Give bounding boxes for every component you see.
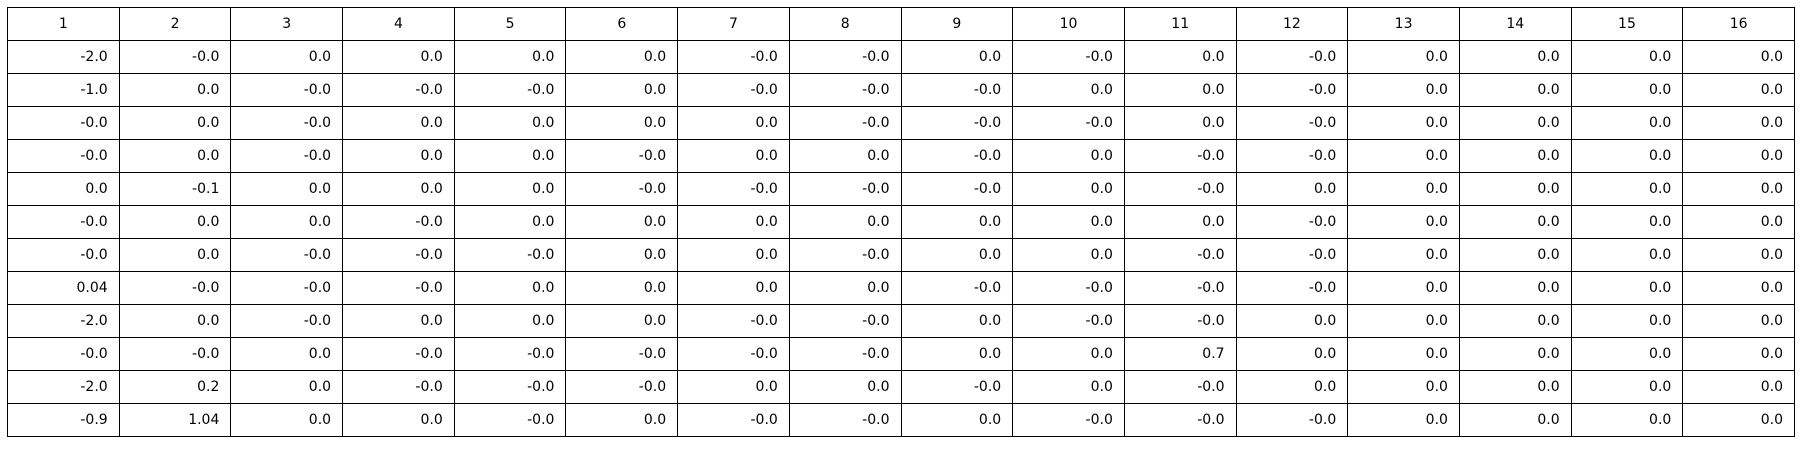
column-header-15: 15 xyxy=(1571,8,1683,41)
table-cell: 0.0 xyxy=(1236,371,1348,404)
table-cell: -0.0 xyxy=(901,371,1013,404)
table-cell: 0.0 xyxy=(8,173,120,206)
table-cell: 0.0 xyxy=(901,404,1013,437)
table-cell: -0.1 xyxy=(119,173,231,206)
table-cell: -2.0 xyxy=(8,305,120,338)
table-cell: 0.0 xyxy=(678,206,790,239)
table-cell: -0.9 xyxy=(8,404,120,437)
column-header-5: 5 xyxy=(454,8,566,41)
table-cell: 0.0 xyxy=(1124,107,1236,140)
table-cell: -0.0 xyxy=(119,41,231,74)
table-cell: -0.0 xyxy=(343,206,455,239)
table-cell: 0.0 xyxy=(1348,371,1460,404)
table-cell: -0.0 xyxy=(1013,305,1125,338)
table-cell: 0.7 xyxy=(1124,338,1236,371)
table-cell: -0.0 xyxy=(566,371,678,404)
table-cell: -0.0 xyxy=(343,338,455,371)
column-header-12: 12 xyxy=(1236,8,1348,41)
table-cell: 0.0 xyxy=(1236,305,1348,338)
table-cell: 1.04 xyxy=(119,404,231,437)
table-cell: 0.0 xyxy=(901,305,1013,338)
column-header-16: 16 xyxy=(1683,8,1795,41)
table-cell: 0.0 xyxy=(1459,305,1571,338)
table-cell: -0.0 xyxy=(8,107,120,140)
table-cell: 0.0 xyxy=(1348,272,1460,305)
table-cell: 0.0 xyxy=(566,272,678,305)
table-cell: -0.0 xyxy=(231,305,343,338)
table-cell: 0.0 xyxy=(901,338,1013,371)
table-cell: 0.0 xyxy=(678,371,790,404)
table-cell: 0.0 xyxy=(1124,206,1236,239)
table-cell: -0.0 xyxy=(1013,41,1125,74)
table-cell: 0.0 xyxy=(1124,41,1236,74)
table-cell: 0.0 xyxy=(1459,404,1571,437)
table-cell: 0.0 xyxy=(1459,371,1571,404)
table-cell: -0.0 xyxy=(678,41,790,74)
table-cell: 0.0 xyxy=(566,74,678,107)
table-cell: 0.0 xyxy=(1236,173,1348,206)
table-cell: -0.0 xyxy=(678,74,790,107)
table-cell: 0.0 xyxy=(566,107,678,140)
table-cell: 0.0 xyxy=(1683,107,1795,140)
table-cell: -0.0 xyxy=(789,239,901,272)
table-cell: 0.0 xyxy=(231,206,343,239)
table-cell: 0.0 xyxy=(1348,404,1460,437)
table-cell: -0.0 xyxy=(1124,272,1236,305)
header-row xyxy=(8,8,1795,41)
table-cell: 0.04 xyxy=(8,272,120,305)
table-cell: -0.0 xyxy=(901,173,1013,206)
table-cell: 0.0 xyxy=(1683,173,1795,206)
column-header-4: 4 xyxy=(343,8,455,41)
table-cell: 0.0 xyxy=(1571,338,1683,371)
table-cell: -0.0 xyxy=(1236,41,1348,74)
table-body xyxy=(8,41,1795,437)
table-cell: 0.0 xyxy=(566,404,678,437)
table-cell: 0.0 xyxy=(1459,140,1571,173)
table-cell: 0.0 xyxy=(1683,206,1795,239)
table-cell: 0.0 xyxy=(1459,41,1571,74)
table-cell: 0.0 xyxy=(678,107,790,140)
table-row xyxy=(8,107,1795,140)
column-header-1: 1 xyxy=(8,8,120,41)
table-row xyxy=(8,239,1795,272)
column-header-11: 11 xyxy=(1124,8,1236,41)
table-cell: 0.0 xyxy=(1459,239,1571,272)
table-cell: -0.0 xyxy=(8,140,120,173)
table-cell: 0.0 xyxy=(1683,371,1795,404)
table-cell: -0.0 xyxy=(1124,140,1236,173)
table-cell: -0.0 xyxy=(678,338,790,371)
table-cell: 0.0 xyxy=(343,404,455,437)
column-header-8: 8 xyxy=(789,8,901,41)
table-cell: -0.0 xyxy=(119,338,231,371)
table-cell: 0.0 xyxy=(1348,206,1460,239)
table-cell: -0.0 xyxy=(231,140,343,173)
table-cell: -0.0 xyxy=(231,272,343,305)
table-cell: 0.0 xyxy=(343,305,455,338)
table-cell: 0.0 xyxy=(1571,404,1683,437)
table-cell: 0.0 xyxy=(566,305,678,338)
table-cell: -0.0 xyxy=(454,404,566,437)
table-cell: 0.0 xyxy=(1013,173,1125,206)
table-cell: 0.0 xyxy=(119,305,231,338)
table-cell: 0.0 xyxy=(119,140,231,173)
table-cell: -0.0 xyxy=(1236,404,1348,437)
table-cell: -0.0 xyxy=(678,305,790,338)
table-cell: -0.0 xyxy=(343,239,455,272)
table-cell: 0.0 xyxy=(1348,173,1460,206)
table-cell: 0.0 xyxy=(901,239,1013,272)
table-cell: 0.0 xyxy=(1459,206,1571,239)
data-table xyxy=(7,7,1795,437)
table-cell: -0.0 xyxy=(678,404,790,437)
table-cell: 0.0 xyxy=(231,404,343,437)
table-cell: 0.0 xyxy=(1571,305,1683,338)
table-cell: -0.0 xyxy=(566,140,678,173)
table-cell: 0.0 xyxy=(789,140,901,173)
table-cell: -0.0 xyxy=(1236,239,1348,272)
table-cell: 0.0 xyxy=(1683,140,1795,173)
table-cell: 0.0 xyxy=(1348,107,1460,140)
column-header-14: 14 xyxy=(1459,8,1571,41)
table-cell: 0.0 xyxy=(1124,74,1236,107)
table-cell: 0.0 xyxy=(454,173,566,206)
column-header-7: 7 xyxy=(678,8,790,41)
table-row xyxy=(8,305,1795,338)
table-cell: 0.0 xyxy=(1571,371,1683,404)
table-cell: 0.0 xyxy=(901,206,1013,239)
column-header-6: 6 xyxy=(566,8,678,41)
table-cell: -0.0 xyxy=(1013,404,1125,437)
table-cell: 0.0 xyxy=(1348,338,1460,371)
table-cell: -0.0 xyxy=(1236,206,1348,239)
table-row xyxy=(8,140,1795,173)
column-header-10: 10 xyxy=(1013,8,1125,41)
table-cell: 0.0 xyxy=(1683,404,1795,437)
table-cell: 0.0 xyxy=(1571,173,1683,206)
table-cell: -0.0 xyxy=(901,107,1013,140)
column-header-2: 2 xyxy=(119,8,231,41)
table-cell: 0.0 xyxy=(1571,41,1683,74)
table-cell: -0.0 xyxy=(231,107,343,140)
table-cell: 0.0 xyxy=(454,206,566,239)
table-cell: 0.0 xyxy=(1013,140,1125,173)
table-cell: -0.0 xyxy=(789,74,901,107)
column-header-9: 9 xyxy=(901,8,1013,41)
table-cell: 0.0 xyxy=(231,338,343,371)
table-cell: -0.0 xyxy=(1124,305,1236,338)
table-cell: 0.0 xyxy=(1683,74,1795,107)
column-header-13: 13 xyxy=(1348,8,1460,41)
table-cell: 0.0 xyxy=(1348,239,1460,272)
table-cell: 0.0 xyxy=(119,74,231,107)
table-cell: 0.0 xyxy=(566,206,678,239)
table-row xyxy=(8,371,1795,404)
table-cell: 0.0 xyxy=(1683,305,1795,338)
table-cell: 0.0 xyxy=(1571,239,1683,272)
table-cell: -0.0 xyxy=(8,206,120,239)
table-cell: -0.0 xyxy=(8,239,120,272)
table-cell: -0.0 xyxy=(231,239,343,272)
table-cell: 0.0 xyxy=(343,140,455,173)
table-cell: -0.0 xyxy=(231,74,343,107)
table-row xyxy=(8,41,1795,74)
table-cell: 0.0 xyxy=(901,41,1013,74)
table-cell: 0.0 xyxy=(454,272,566,305)
table-cell: 0.0 xyxy=(1013,338,1125,371)
table-cell: 0.0 xyxy=(343,41,455,74)
table-cell: 0.0 xyxy=(1013,371,1125,404)
table-cell: -0.0 xyxy=(1124,371,1236,404)
table-cell: 0.0 xyxy=(678,272,790,305)
table-cell: 0.0 xyxy=(119,206,231,239)
table-cell: -0.0 xyxy=(119,272,231,305)
table-cell: 0.0 xyxy=(231,371,343,404)
table-cell: 0.0 xyxy=(1013,206,1125,239)
table-cell: -0.0 xyxy=(454,338,566,371)
table-cell: 0.0 xyxy=(1348,140,1460,173)
table-row xyxy=(8,272,1795,305)
table-cell: -1.0 xyxy=(8,74,120,107)
table-cell: -0.0 xyxy=(1124,239,1236,272)
table-cell: 0.0 xyxy=(454,41,566,74)
table-cell: -0.0 xyxy=(454,74,566,107)
table-cell: 0.0 xyxy=(1571,107,1683,140)
table-cell: 0.0 xyxy=(343,107,455,140)
table-cell: 0.0 xyxy=(454,140,566,173)
table-cell: 0.0 xyxy=(1236,338,1348,371)
table-cell: 0.0 xyxy=(1683,338,1795,371)
table-cell: 0.0 xyxy=(1683,239,1795,272)
table-row xyxy=(8,74,1795,107)
table-cell: -0.0 xyxy=(1013,272,1125,305)
table-cell: 0.0 xyxy=(454,107,566,140)
table-cell: 0.0 xyxy=(119,239,231,272)
table-cell: 0.2 xyxy=(119,371,231,404)
table-cell: -0.0 xyxy=(789,305,901,338)
table-cell: -0.0 xyxy=(1124,404,1236,437)
table-cell: 0.0 xyxy=(678,140,790,173)
table-cell: 0.0 xyxy=(231,41,343,74)
table-cell: -2.0 xyxy=(8,41,120,74)
table-cell: 0.0 xyxy=(1571,74,1683,107)
table-cell: -0.0 xyxy=(454,371,566,404)
table-cell: 0.0 xyxy=(1571,272,1683,305)
table-cell: 0.0 xyxy=(343,173,455,206)
table-cell: 0.0 xyxy=(789,272,901,305)
table-cell: 0.0 xyxy=(231,173,343,206)
table-cell: -0.0 xyxy=(901,140,1013,173)
table-cell: 0.0 xyxy=(789,371,901,404)
table-row xyxy=(8,206,1795,239)
table-cell: -0.0 xyxy=(789,173,901,206)
table-cell: 0.0 xyxy=(1348,305,1460,338)
table-cell: -0.0 xyxy=(789,404,901,437)
table-cell: -0.0 xyxy=(8,338,120,371)
table-cell: 0.0 xyxy=(1459,107,1571,140)
table-cell: -0.0 xyxy=(343,371,455,404)
table-cell: -0.0 xyxy=(901,74,1013,107)
table-cell: -0.0 xyxy=(343,74,455,107)
table-cell: -0.0 xyxy=(1236,140,1348,173)
table-cell: 0.0 xyxy=(454,305,566,338)
table-cell: 0.0 xyxy=(1683,41,1795,74)
table-cell: -2.0 xyxy=(8,371,120,404)
table-cell: 0.0 xyxy=(1348,41,1460,74)
table-cell: -0.0 xyxy=(566,338,678,371)
table-cell: 0.0 xyxy=(566,239,678,272)
table-row xyxy=(8,173,1795,206)
table-cell: 0.0 xyxy=(1459,173,1571,206)
table-row xyxy=(8,404,1795,437)
column-header-3: 3 xyxy=(231,8,343,41)
table-cell: 0.0 xyxy=(1571,206,1683,239)
table-cell: 0.0 xyxy=(119,107,231,140)
table-cell: -0.0 xyxy=(901,272,1013,305)
table-cell: 0.0 xyxy=(1571,140,1683,173)
table-cell: -0.0 xyxy=(1236,272,1348,305)
table-cell: -0.0 xyxy=(454,239,566,272)
table-cell: -0.0 xyxy=(789,41,901,74)
table-cell: -0.0 xyxy=(1013,107,1125,140)
table-cell: 0.0 xyxy=(1348,74,1460,107)
table-cell: 0.0 xyxy=(1459,272,1571,305)
table-cell: 0.0 xyxy=(678,239,790,272)
table-cell: -0.0 xyxy=(789,107,901,140)
table-cell: 0.0 xyxy=(1013,74,1125,107)
table-cell: 0.0 xyxy=(1459,74,1571,107)
table-cell: -0.0 xyxy=(566,173,678,206)
table-cell: -0.0 xyxy=(1236,74,1348,107)
table-cell: -0.0 xyxy=(1236,107,1348,140)
table-cell: -0.0 xyxy=(789,338,901,371)
table-cell: -0.0 xyxy=(343,272,455,305)
table-cell: -0.0 xyxy=(678,173,790,206)
table-cell: 0.0 xyxy=(1683,272,1795,305)
table-cell: 0.0 xyxy=(566,41,678,74)
table-cell: 0.0 xyxy=(789,206,901,239)
table-row xyxy=(8,338,1795,371)
table-cell: -0.0 xyxy=(1124,173,1236,206)
table-cell: 0.0 xyxy=(1013,239,1125,272)
table-cell: 0.0 xyxy=(1459,338,1571,371)
